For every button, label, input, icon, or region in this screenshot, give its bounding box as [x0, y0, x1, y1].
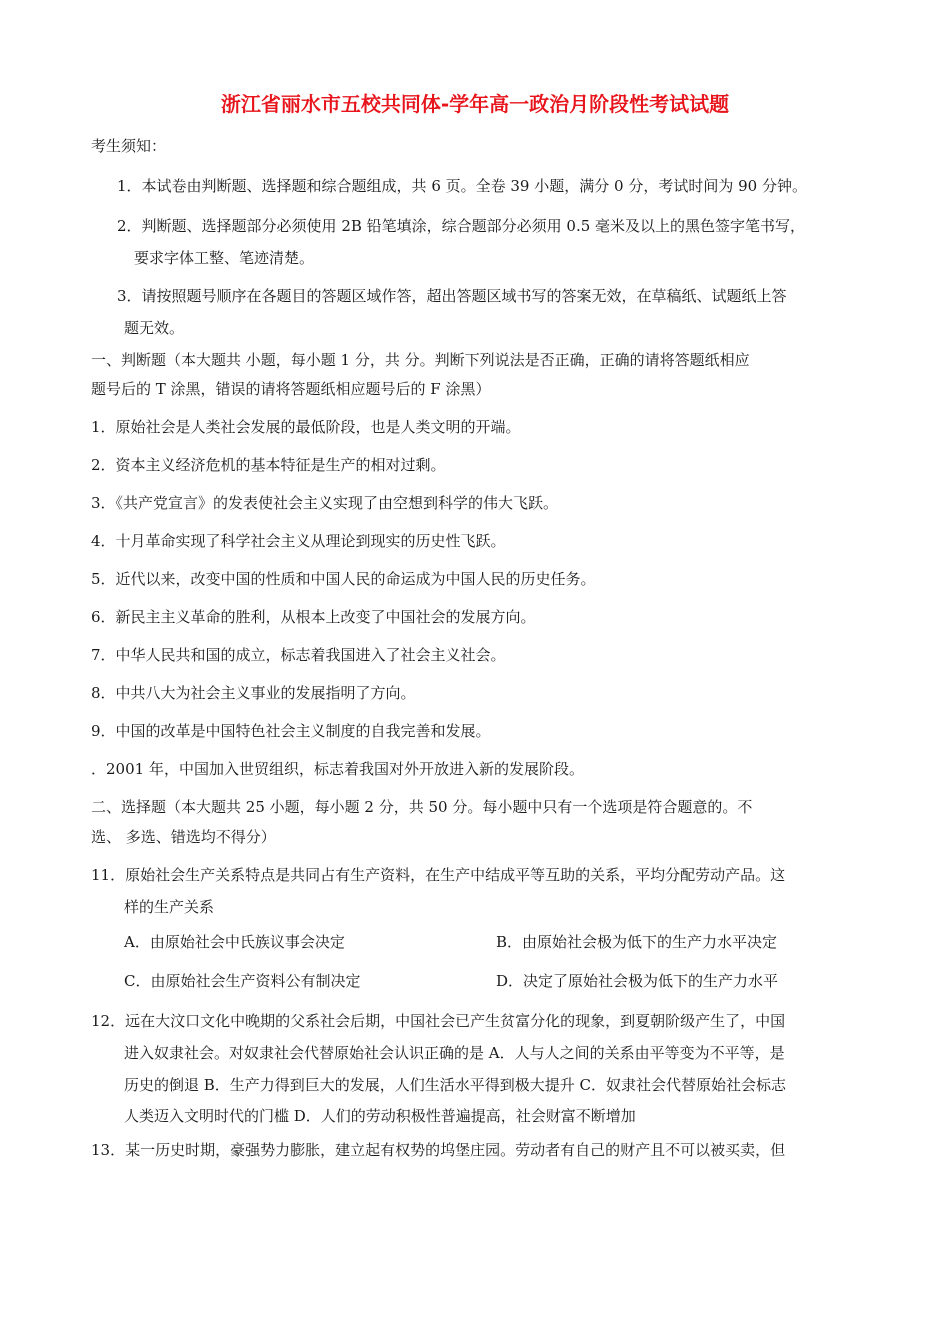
- question-1: 1．原始社会是人类社会发展的最低阶段，也是人类文明的开端。: [91, 418, 521, 436]
- notice-item-2: 2．判断题、选择题部分必须使用 2B 铅笔填涂，综合题部分必须用 0.5 毫米及以上的黑色签字笔书写，: [117, 217, 806, 235]
- question-2: 2．资本主义经济危机的基本特征是生产的相对过剩。: [91, 456, 446, 474]
- notice-item-3-cont: 题无效。: [124, 319, 185, 337]
- question-10: ．2001 年，中国加入世贸组织，标志着我国对外开放进入新的发展阶段。: [91, 760, 584, 778]
- question-8: 8．中共八大为社会主义事业的发展指明了方向。: [91, 684, 416, 702]
- question-13: 13．某一历史时期，豪强势力膨胀，建立起有权势的坞堡庄园。劳动者有自己的财产且不可以被买卖，但: [91, 1141, 786, 1159]
- section1-header-cont: 题号后的 T 涂黑，错误的请将答题纸相应题号后的 F 涂黑）: [91, 380, 491, 398]
- notice-heading: 考生须知：: [91, 137, 167, 155]
- question-11-cont: 样的生产关系: [124, 898, 215, 916]
- question-12: 12．远在大汶口文化中晚期的父系社会后期，中国社会已产生贫富分化的现象，到夏朝阶级产生了，中国: [91, 1012, 786, 1030]
- notice-item-1: 1．本试卷由判断题、选择题和综合题组成，共 6 页。全卷 39 小题，满分 0 分，考试时间为 90 分钟。: [117, 177, 807, 195]
- question-4: 4．十月革命实现了科学社会主义从理论到现实的历史性飞跃。: [91, 532, 506, 550]
- question-6: 6．新民主主义革命的胜利，从根本上改变了中国社会的发展方向。: [91, 608, 536, 626]
- section2-header: 二、选择题（本大题共 25 小题，每小题 2 分，共 50 分。每小题中只有一个选项是符合题意的。不: [91, 798, 753, 816]
- page-title: 浙江省丽水市五校共同体-学年高一政治月阶段性考试试题: [220, 92, 730, 116]
- question-12-cont-3: 人类迈入文明时代的门槛 D．人们的劳动积极性普遍提高，社会财富不断增加: [124, 1107, 636, 1125]
- question-11-option-c: C．由原始社会生产资料公有制决定: [124, 972, 361, 990]
- question-5: 5．近代以来，改变中国的性质和中国人民的命运成为中国人民的历史任务。: [91, 570, 596, 588]
- section2-header-cont: 选、 多选、错选均不得分）: [91, 828, 276, 846]
- question-12-cont-1: 进入奴隶社会。对奴隶社会代替原始社会认识正确的是 A．人与人之间的关系由平等变为不平等，是: [124, 1044, 785, 1062]
- question-12-cont-2: 历史的倒退 B．生产力得到巨大的发展，人们生活水平得到极大提升 C．奴隶社会代替原始社会标志: [124, 1076, 787, 1094]
- question-11-option-a: A．由原始社会中氏族议事会决定: [124, 933, 345, 951]
- notice-item-3: 3．请按照题号顺序在各题目的答题区域作答，超出答题区域书写的答案无效，在草稿纸、试题纸上答: [117, 287, 787, 305]
- question-11-option-d: D．决定了原始社会极为低下的生产力水平: [496, 972, 779, 990]
- question-11: 11．原始社会生产关系特点是共同占有生产资料，在生产中结成平等互助的关系，平均分配劳动产品。这: [91, 866, 786, 884]
- notice-item-2-cont: 要求字体工整、笔迹清楚。: [134, 249, 315, 267]
- question-7: 7．中华人民共和国的成立，标志着我国进入了社会主义社会。: [91, 646, 506, 664]
- question-9: 9．中国的改革是中国特色社会主义制度的自我完善和发展。: [91, 722, 491, 740]
- section1-header: 一、判断题（本大题共 小题，每小题 1 分，共 分。判断下列说法是否正确，正确的请将答题纸相应: [91, 351, 750, 369]
- question-11-option-b: B．由原始社会极为低下的生产力水平决定: [496, 933, 778, 951]
- question-3: 3．《共产党宣言》的发表使社会主义实现了由空想到科学的伟大飞跃。: [91, 494, 559, 512]
